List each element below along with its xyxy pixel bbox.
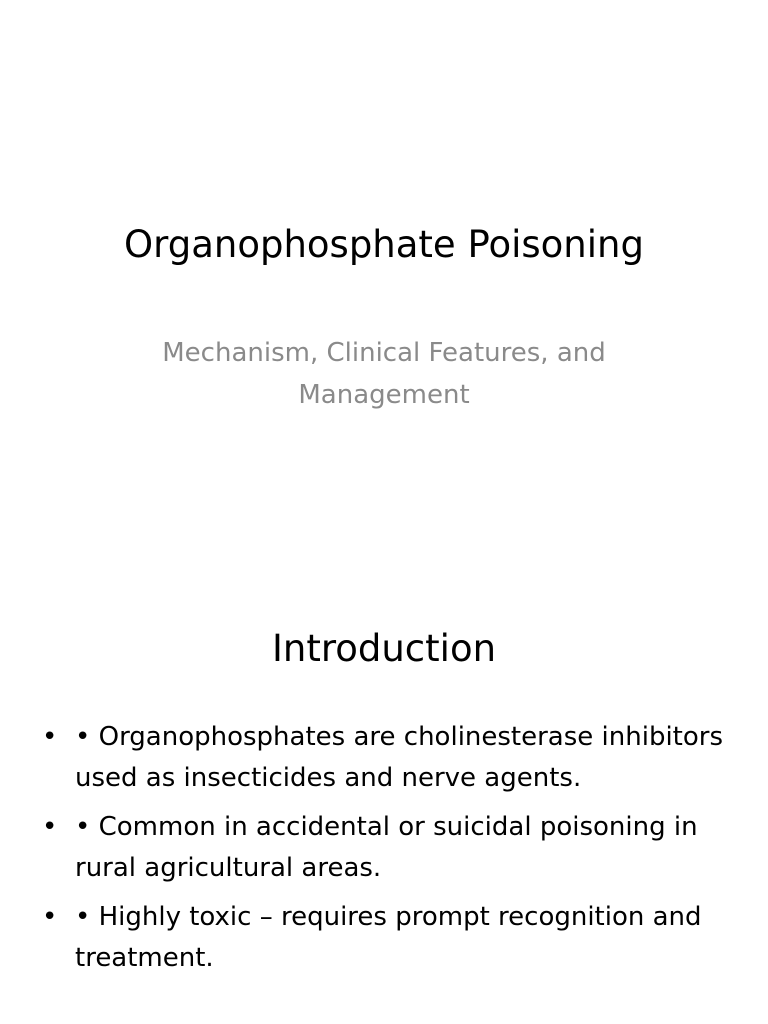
section-title: Introduction [271, 627, 497, 670]
bullet-icon: • [42, 902, 58, 932]
slide-title: Organophosphate Poisoning [124, 223, 644, 266]
list-item [38, 717, 728, 799]
bullet-text: • Highly toxic – requires prompt recognition and treatment. [75, 902, 702, 973]
bullet-text: • Common in accidental or suicidal poisoning in rural agricultural areas. [75, 812, 698, 883]
bullet-list [38, 717, 728, 987]
bullet-text: • Organophosphates are cholinesterase inhibitors used as insecticides and nerve agents. [75, 722, 724, 793]
slide-subtitle: Mechanism, Clinical Features, and Management [162, 338, 606, 410]
bullet-icon: • [42, 812, 58, 842]
introduction-slide [0, 576, 768, 1024]
list-item [38, 807, 728, 889]
bullet-icon: • [42, 722, 58, 752]
list-item [38, 897, 728, 979]
